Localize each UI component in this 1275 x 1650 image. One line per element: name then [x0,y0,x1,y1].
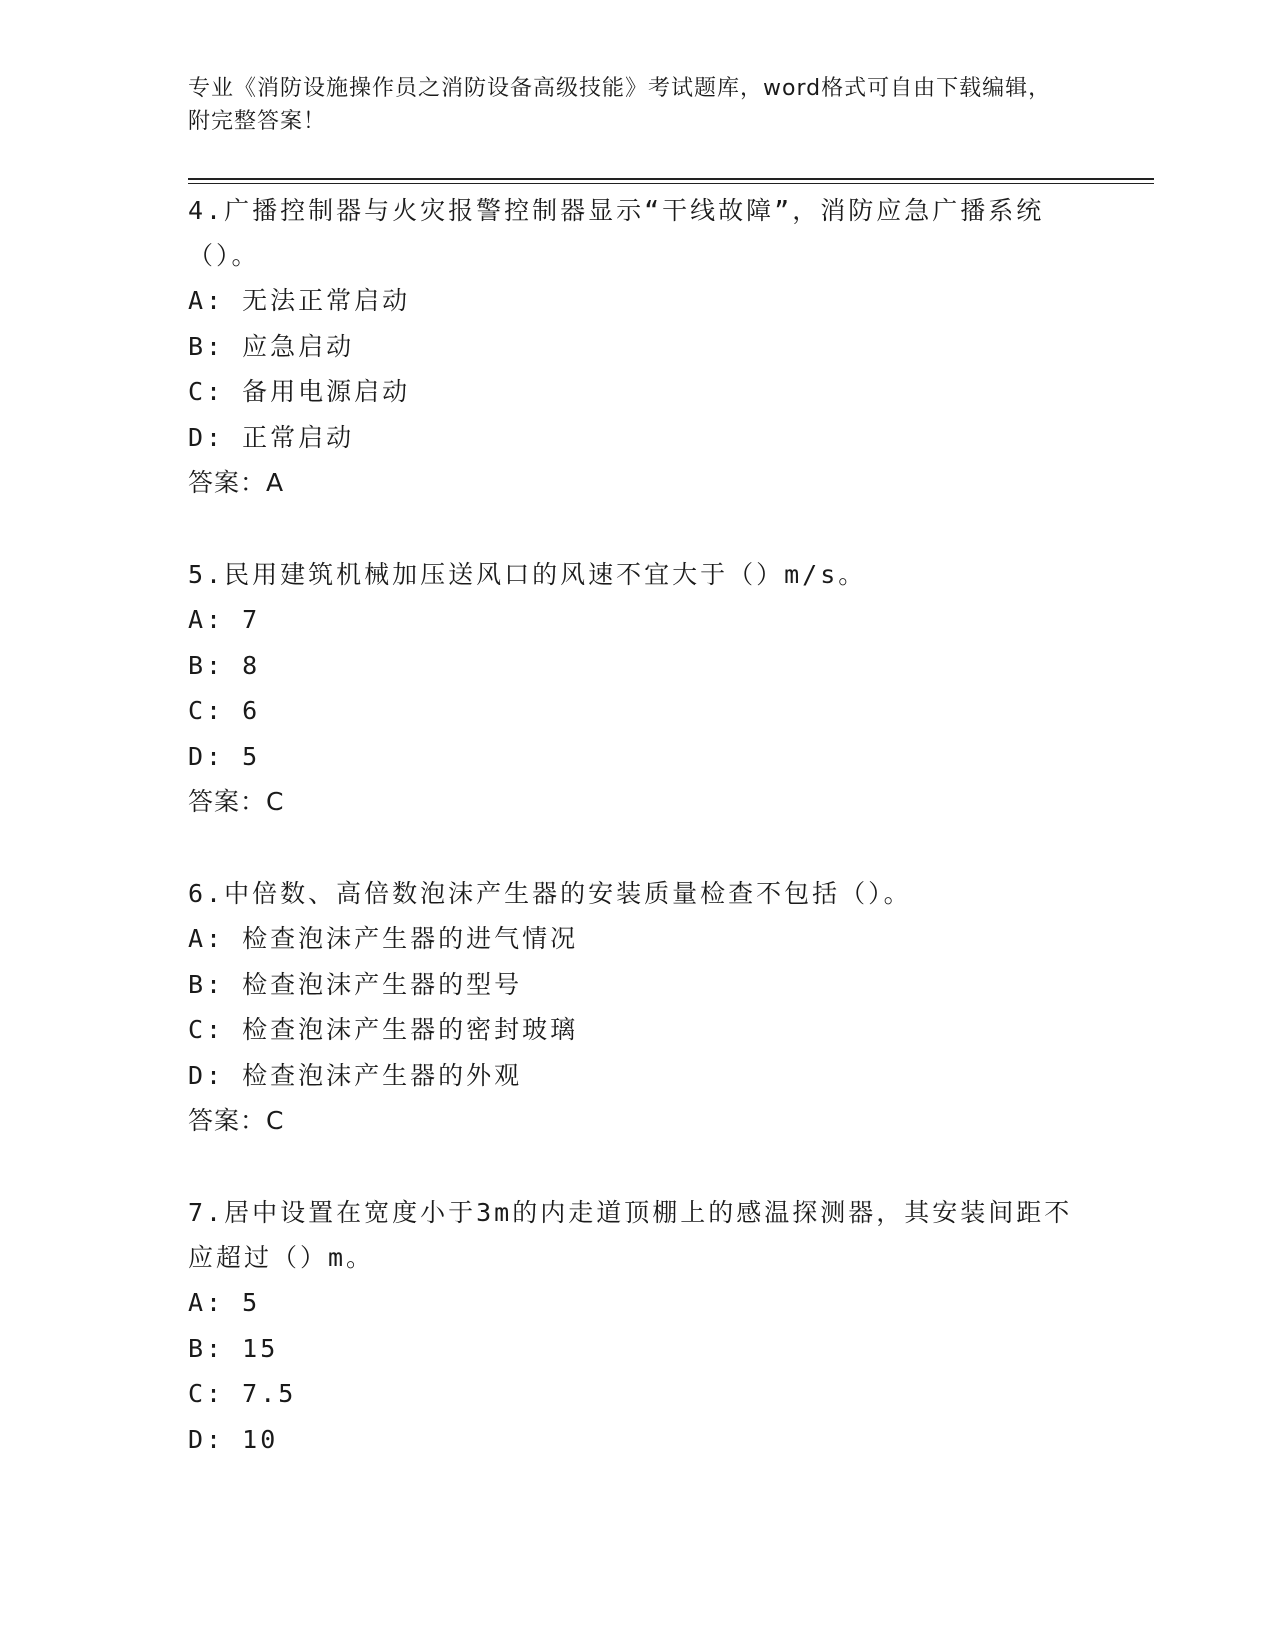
question-stem: 6.中倍数、高倍数泡沫产生器的安装质量检查不包括（）。 [188,879,912,908]
option-a: A: 无法正常启动 [188,286,411,315]
question-stem: 4.广播控制器与火灾报警控制器显示“干线故障”，消防应急广播系统（）。 [188,196,1045,270]
option-c: C: 7.5 [188,1379,297,1408]
option-d: D: 5 [188,741,261,771]
question-5 [188,552,1088,824]
question-spacer [188,824,1088,871]
header-divider-thin [188,183,1154,184]
answer: 答案：C [188,787,285,816]
document-header: 专业《消防设施操作员之消防设备高级技能》考试题库，word格式可自由下载编辑，附完整答案！ [188,76,1052,134]
option-d: D: 10 [188,1424,279,1454]
option-d: D: 正常启动 [188,422,355,452]
option-a: A: 检查泡沫产生器的进气情况 [188,924,579,953]
option-c: C: 备用电源启动 [188,377,411,406]
question-7 [188,1190,1088,1462]
option-b: B: 8 [188,650,261,680]
option-b: B: 应急启动 [188,331,355,361]
option-b: B: 检查泡沫产生器的型号 [188,969,523,999]
option-a: A: 5 [188,1288,261,1317]
option-b: B: 15 [188,1333,279,1363]
option-c: C: 检查泡沫产生器的密封玻璃 [188,1015,579,1044]
question-stem: 5.民用建筑机械加压送风口的风速不宜大于（）m/s。 [188,560,867,589]
question-4 [188,188,1088,505]
answer: 答案：A [188,468,285,497]
question-spacer [188,1143,1088,1190]
question-stem: 7.居中设置在宽度小于3m的内走道顶棚上的感温探测器，其安装间距不应超过（）m。 [188,1198,1073,1272]
question-list [188,188,1088,1462]
option-a: A: 7 [188,605,261,634]
answer: 答案：C [188,1106,285,1135]
option-d: D: 检查泡沫产生器的外观 [188,1060,523,1090]
question-6 [188,871,1088,1143]
question-spacer [188,505,1088,552]
option-c: C: 6 [188,696,261,725]
header-divider-thick [188,178,1154,180]
